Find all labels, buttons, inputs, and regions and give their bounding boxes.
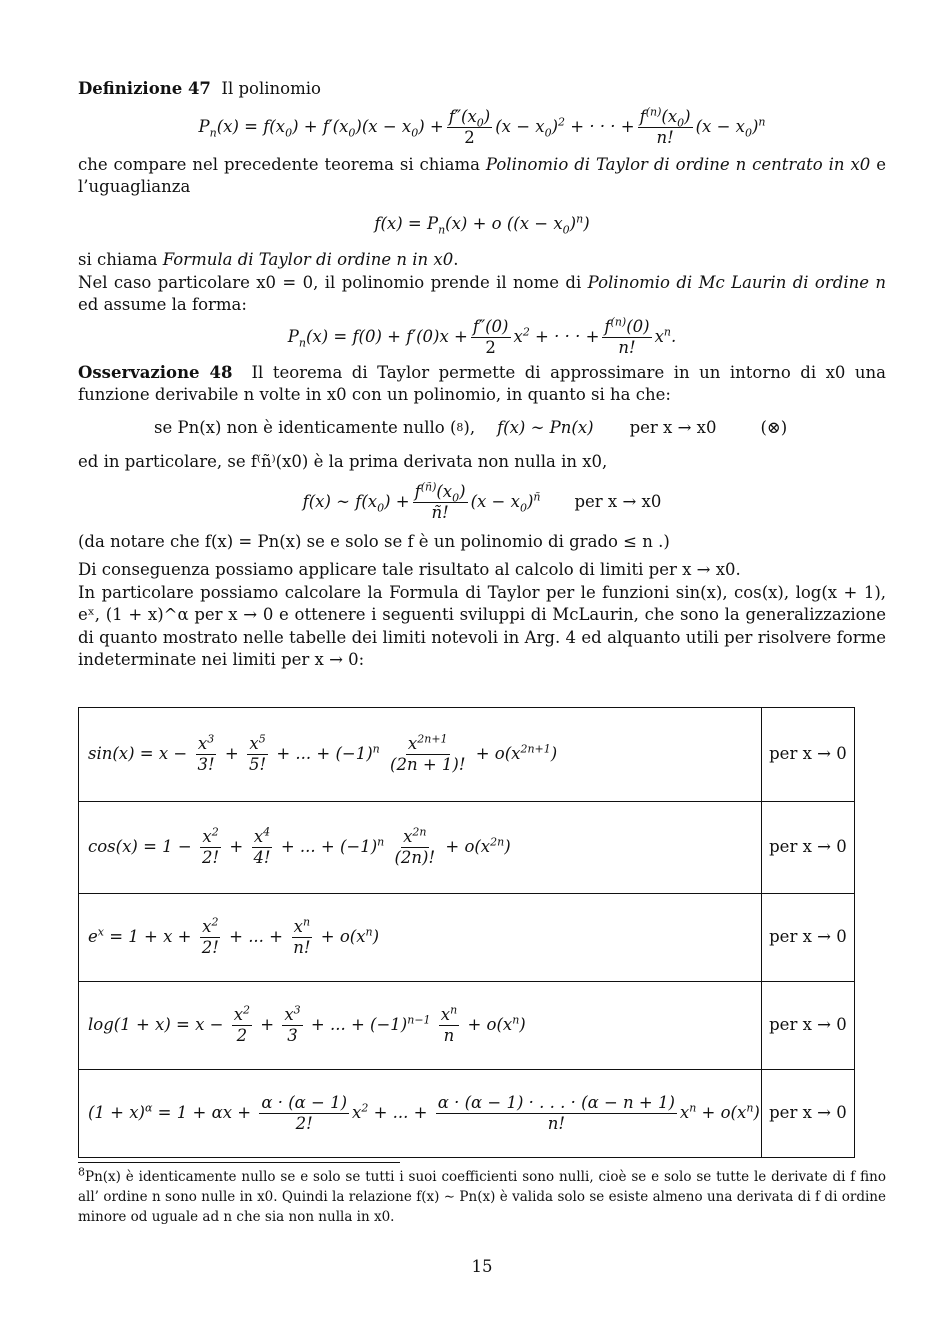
page-content xyxy=(78,78,887,1276)
definition-label: Definizione 47 xyxy=(78,79,211,98)
definition-text-2: si chiama Formula di Taylor di ordine n in x0. xyxy=(78,250,459,269)
taylor-polynomial-term: Polinomio di Taylor di ordine n centrato in x0 xyxy=(485,154,871,174)
table-row xyxy=(79,894,855,982)
definition-text-3: Nel caso particolare x0 = 0, il polinomio prende il nome di Polinomio di Mc Laurin di ordine n ed assume la forma: xyxy=(78,272,886,314)
footnote-number: 8 xyxy=(78,1165,85,1179)
taylor-formula-term: Formula di Taylor di ordine n in x0 xyxy=(162,250,454,269)
nonzero-condition-line: se Pn(x) non è identicamente nullo ( 8 ), f(x) ∼ Pn(x) per x → x0 (⊗) xyxy=(78,417,886,440)
table-row xyxy=(79,708,855,802)
sin-expansion: sin(x) = x − $\frac{x^3}{3!}$ + $\frac{x^5}{5!}$ + ... + $(-1)^n$ $\frac{x^{2n+1}}{(2n + 1)!}$ + $o(x^{2n+1})$ xyxy=(79,708,762,802)
table-row xyxy=(79,1070,855,1158)
definition-intro xyxy=(78,78,886,101)
footnote-text: Pn(x) è identicamente nullo se e solo se tutti i suoi coefficienti sono nulli, cioè se e solo se tutte le derivate di f fino all’ ordine n sono nulle in x0. Quindi la relazione f(x) ∼ Pn(x) è valida solo se esiste almeno una derivata di f di ordine minore od uguale ad n che sia non nulla in x0. xyxy=(78,1169,886,1225)
footnote-rule xyxy=(78,1162,400,1163)
table-row xyxy=(79,982,855,1070)
taylor-formula-equation: $f(x) = P_n(x) + o$ $((x - x_0)^n)$ xyxy=(374,212,590,236)
mclaurin-polynomial-term: Polinomio di Mc Laurin di ordine n xyxy=(587,272,886,292)
observation-text-4: Di conseguenza possiamo applicare tale risultato al calcolo di limiti per x → x0. xyxy=(78,560,741,579)
mclaurin-expansions-table xyxy=(78,707,855,1158)
definition-text-1: che compare nel precedente teorema si chiama Polinomio di Taylor di ordine n centrato in x0 e l’uguaglianza xyxy=(78,154,886,196)
footnote xyxy=(78,1162,886,1227)
mclaurin-polynomial-equation: $P_n(x) = f(0) + f'(0)x$ + $\frac{f''(0)}{2}$ $x^2$ + · · · + $\frac{f^{(n)}(0)}{n!}$ $x^n$. xyxy=(287,315,677,357)
binomial-expansion: $(1 + x)^\alpha = 1 + \alpha x$ + $\frac{\alpha \cdot (\alpha - 1)}{2!}$ $x^2$ + ... + $\frac{\alpha \cdot (\alpha - 1) \cdot . . . \cdot (\alpha - n + 1)}{n!}$ $x^n + o(x^n)$ xyxy=(79,1070,762,1158)
page-number: 15 xyxy=(471,1257,493,1276)
exp-condition: per x → 0 xyxy=(761,894,854,982)
taylor-polynomial-equation: $P_n(x) = f(x_0) + f'(x_0)(x - x_0)$ + $\frac{f''(x_0)}{2}$ $(x - x_0)^2$ + · · · + $\frac{f^{(n)}(x_0)}{n!}$ $(x - x_0)^n$ xyxy=(198,105,766,147)
exp-expansion: $e^x = 1 + x$ + $\frac{x^2}{2!}$ + ... + $\frac{x^n}{n!}$ + $o(x^n)$ xyxy=(79,894,762,982)
cos-expansion: cos(x) = 1 − $\frac{x^2}{2!}$ + $\frac{x^4}{4!}$ + ... + $(-1)^n$ $\frac{x^{2n}}{(2n)!}$ + $o(x^{2n})$ xyxy=(79,802,762,894)
observation-label: Osservazione 48 xyxy=(78,362,233,382)
observation-text-2: ed in particolare, se f⁽ñ⁾(x0) è la prima derivata non nulla in x0, xyxy=(78,452,608,471)
observation-text-1: Osservazione 48 Il teorema di Taylor permette di approssimare in un intorno di x0 una funzione derivabile n volte in x0 con un polinomio, in quanto si ha che: xyxy=(78,362,887,404)
asymptotic-relation: f(x) ∼ Pn(x) xyxy=(497,417,594,437)
observation-text-5: In particolare possiamo calcolare la Formula di Taylor per le funzioni sin(x), cos(x), log(x + 1), eˣ, (1 + x)^α per x → 0 e ottenere i seguenti sviluppi di McLaurin, che sono la generalizzazione di quanto mostrato nelle tabelle dei limiti notevoli in Arg. 4 ed alquanto utili per risolvere forme indeterminate nei limiti per x → 0: xyxy=(78,582,886,669)
observation-text-3: (da notare che f(x) = Pn(x) se e solo se f è un polinomio di grado ≤ n .) xyxy=(78,531,670,551)
cos-condition: per x → 0 xyxy=(761,802,854,894)
definition-intro-text: Il polinomio xyxy=(221,79,321,98)
log-expansion: log(1 + x) = x − $\frac{x^2}{2}$ + $\frac{x^3}{3}$ + ... + $(-1)^{n-1}$ $\frac{x^n}{n}$ + $o(x^n)$ xyxy=(79,982,762,1070)
log-condition: per x → 0 xyxy=(761,982,854,1070)
binomial-condition: per x → 0 xyxy=(761,1070,854,1158)
equation-tag: (⊗) xyxy=(760,417,788,437)
limit-condition: per x → x0 xyxy=(629,417,717,437)
table-row xyxy=(79,802,855,894)
first-nonzero-derivative-equation: f(x) ∼ $f(x_0)$ + $\frac{f^{(ñ)}(x_0)}{ñ!}$ $(x - x_0)^ñ$ per x → x0 xyxy=(302,480,662,522)
sin-condition: per x → 0 xyxy=(761,708,854,802)
